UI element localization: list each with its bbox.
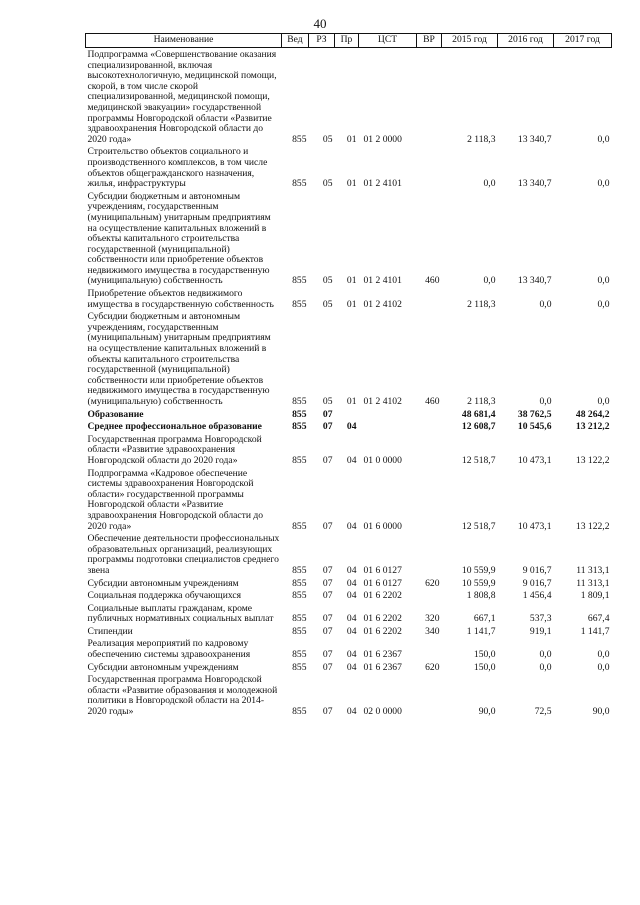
- cell-2017: 13 122,2: [575, 454, 610, 466]
- cell-cst: 01 6 2202: [363, 625, 402, 637]
- cell-cst: 01 2 4102: [363, 298, 402, 310]
- cell-pr: 01: [346, 178, 357, 190]
- cell-2015: 2 118,3: [467, 396, 496, 407]
- cell-2016: 537,3: [529, 613, 552, 625]
- cell-cst: 01 6 2202: [363, 613, 402, 625]
- table-row: [86, 673, 612, 717]
- cell-cst: 01 6 0000: [363, 520, 402, 532]
- cell-cst: 01 2 0000: [363, 133, 402, 145]
- table-body: [86, 48, 612, 718]
- cell-ved: 855: [292, 454, 307, 466]
- cell-pr: 01: [346, 298, 357, 310]
- cell-cst: 01 6 2202: [363, 590, 402, 602]
- table-row: [86, 48, 612, 146]
- cell-vr: 460: [425, 396, 440, 407]
- cell-2016: 0,0: [539, 661, 552, 673]
- cell-2015: 12 608,7: [461, 421, 496, 433]
- cell-name: Субсидии автономным учреждениям: [87, 661, 239, 673]
- col-header-vr: ВР: [417, 34, 442, 48]
- cell-2017: 0,0: [597, 133, 610, 145]
- cell-name: Подпрограмма «Совершенствование оказания специализированной, включая высокотехнологичную, медицинской помощи, скорой, в том числе скорой специализированной, медицинской помощи, медицинской эвакуации» государственной программы Новгородской области «Развитие здравоохранения Новгородской области до 2020 года»: [87, 49, 277, 145]
- cell-2015: 12 518,7: [461, 454, 496, 466]
- cell-ved: 855: [292, 275, 307, 287]
- cell-vr: [417, 433, 442, 467]
- cell-cst: 01 2 4101: [363, 178, 402, 190]
- table-row: [86, 661, 612, 674]
- cell-2017: 11 313,1: [576, 577, 610, 589]
- cell-2017: 0,0: [597, 649, 610, 661]
- col-header-name: Наименование: [86, 34, 282, 48]
- cell-ved: 855: [292, 396, 307, 407]
- cell-2015: 48 681,4: [461, 408, 496, 420]
- cell-vr: [417, 637, 442, 660]
- cell-2015: 12 518,7: [461, 520, 496, 532]
- table-row: [86, 625, 612, 638]
- cell-rz: 07: [322, 577, 333, 589]
- cell-cst: 01 6 0127: [363, 564, 402, 576]
- cell-cst: 01 2 4102: [363, 396, 402, 407]
- cell-2017: 0,0: [597, 275, 610, 287]
- cell-vr: [417, 589, 442, 602]
- cell-vr: 620: [425, 661, 440, 673]
- cell-2017: 13 122,2: [575, 520, 610, 532]
- cell-2016: 10 545,6: [517, 421, 552, 433]
- cell-2016: 38 762,5: [517, 408, 552, 420]
- cell-name: Социальные выплаты гражданам, кроме публичных нормативных социальных выплат: [87, 602, 274, 625]
- cell-rz: 07: [322, 454, 333, 466]
- table-row: [86, 287, 612, 310]
- table-row: [86, 408, 612, 421]
- table-row: [86, 190, 612, 287]
- cell-2015: 10 559,9: [461, 577, 496, 589]
- cell-cst: 01 6 2367: [363, 661, 402, 673]
- cell-cst: 01 0 0000: [363, 454, 402, 466]
- cell-vr: [417, 673, 442, 717]
- cell-pr: 04: [346, 421, 357, 433]
- cell-ved: 855: [292, 564, 307, 576]
- page-number: 40: [313, 16, 327, 31]
- cell-2017: 0,0: [597, 178, 610, 190]
- cell-vr: [417, 408, 442, 421]
- cell-ved: 855: [292, 133, 307, 145]
- cell-2017: 48 264,2: [575, 408, 610, 420]
- cell-name: Образование: [87, 408, 144, 420]
- cell-cst: [359, 420, 417, 433]
- cell-2016: 9 016,7: [522, 564, 552, 576]
- cell-2017: 667,4: [587, 613, 610, 625]
- table-header-row: [86, 34, 612, 48]
- cell-cst: 02 0 0000: [363, 706, 402, 718]
- cell-ved: 855: [292, 178, 307, 190]
- col-header-ved: Вед: [282, 34, 309, 48]
- cell-ved: 855: [292, 613, 307, 625]
- cell-2016: 13 340,7: [517, 275, 552, 287]
- table-row: [86, 602, 612, 625]
- table-row: [86, 310, 612, 407]
- cell-pr: 04: [346, 613, 357, 625]
- cell-vr: [417, 532, 442, 576]
- cell-pr: 04: [346, 590, 357, 602]
- cell-2015: 150,0: [473, 649, 496, 661]
- cell-2015: 0,0: [483, 178, 496, 190]
- cell-ved: 855: [292, 520, 307, 532]
- cell-rz: 07: [322, 421, 333, 433]
- cell-2017: 11 313,1: [576, 564, 610, 576]
- cell-rz: 07: [322, 590, 333, 602]
- cell-pr: 01: [346, 133, 357, 145]
- table-row: [86, 637, 612, 660]
- cell-rz: 07: [322, 408, 333, 420]
- cell-name: Приобретение объектов недвижимого имущества в государственную собственность: [87, 288, 274, 310]
- cell-cst: 01 2 4101: [363, 275, 402, 287]
- cell-2016: 0,0: [539, 649, 552, 661]
- cell-name: Стипендии: [87, 625, 133, 637]
- col-header-rz: РЗ: [309, 34, 335, 48]
- cell-2017: 0,0: [597, 661, 610, 673]
- cell-vr: [417, 467, 442, 533]
- cell-2017: 1 809,1: [580, 590, 610, 602]
- cell-rz: 05: [322, 178, 333, 190]
- cell-pr: 04: [346, 564, 357, 576]
- cell-vr: 620: [425, 577, 440, 589]
- cell-rz: 05: [322, 396, 333, 407]
- cell-pr: [335, 408, 359, 421]
- cell-ved: 855: [292, 408, 307, 420]
- cell-name: Субсидии бюджетным и автономным учреждениям, государственным (муниципальным) унитарным предприятиям на осуществление капитальных вложений в объекты капитального строительства государственной (муниципальной) собственности или приобретение объектов недвижимого имущества в государственную (муниципальную) собственность: [87, 190, 271, 287]
- cell-2015: 2 118,3: [467, 298, 496, 310]
- cell-2016: 10 473,1: [517, 454, 552, 466]
- cell-2015: 10 559,9: [461, 564, 496, 576]
- table-row: [86, 145, 612, 189]
- cell-rz: 05: [322, 275, 333, 287]
- cell-rz: 07: [322, 706, 333, 718]
- cell-ved: 855: [292, 661, 307, 673]
- cell-2017: 0,0: [597, 298, 610, 310]
- cell-rz: 05: [322, 133, 333, 145]
- cell-vr: [417, 48, 442, 146]
- cell-name: Субсидии бюджетным и автономным учреждениям, государственным (муниципальным) унитарным предприятиям на осуществление капитальных вложений в объекты капитального строительства государственной (муниципальной) собственности или приобретение объектов недвижимого имущества в государственную (муниципальную) собственность: [87, 311, 271, 407]
- table-row: [86, 467, 612, 533]
- cell-2015: 0,0: [483, 275, 496, 287]
- cell-name: Среднее профессиональное образование: [87, 421, 262, 433]
- table-row: [86, 532, 612, 576]
- budget-table: [85, 33, 612, 718]
- cell-cst: 01 6 0127: [363, 577, 402, 589]
- cell-2017: 1 141,7: [580, 625, 610, 637]
- cell-vr: [417, 287, 442, 310]
- cell-rz: 05: [322, 298, 333, 310]
- cell-2016: 919,1: [529, 625, 552, 637]
- cell-ved: 855: [292, 590, 307, 602]
- cell-name: Государственная программа Новгородской области «Развитие здравоохранения Новгородской области до 2020 года»: [87, 433, 262, 466]
- col-header-pr: Пр: [335, 34, 359, 48]
- cell-cst: [359, 408, 417, 421]
- cell-pr: 04: [346, 577, 357, 589]
- cell-2015: 90,0: [478, 706, 496, 718]
- cell-rz: 07: [322, 649, 333, 661]
- cell-vr: [417, 145, 442, 189]
- cell-pr: 04: [346, 520, 357, 532]
- col-header-2015: 2015 год: [442, 34, 498, 48]
- cell-pr: 04: [346, 706, 357, 718]
- cell-rz: 07: [322, 520, 333, 532]
- table-row: [86, 589, 612, 602]
- cell-2015: 667,1: [473, 613, 496, 625]
- cell-pr: 04: [346, 661, 357, 673]
- cell-2015: 2 118,3: [467, 133, 496, 145]
- table-row: [86, 420, 612, 433]
- cell-ved: 855: [292, 625, 307, 637]
- cell-2015: 1 141,7: [466, 625, 496, 637]
- cell-vr: 320: [425, 613, 440, 625]
- cell-2016: 9 016,7: [522, 577, 552, 589]
- cell-rz: 07: [322, 625, 333, 637]
- cell-2016: 0,0: [539, 298, 552, 310]
- cell-2017: 0,0: [597, 396, 610, 407]
- cell-ved: 855: [292, 706, 307, 718]
- cell-pr: 01: [346, 275, 357, 287]
- cell-2016: 10 473,1: [517, 520, 552, 532]
- cell-2015: 1 808,8: [466, 590, 496, 602]
- cell-2016: 72,5: [534, 706, 552, 718]
- cell-rz: 07: [322, 661, 333, 673]
- cell-cst: 01 6 2367: [363, 649, 402, 661]
- cell-pr: 04: [346, 625, 357, 637]
- cell-rz: 07: [322, 564, 333, 576]
- cell-2016: 1 456,4: [522, 590, 552, 602]
- cell-ved: 855: [292, 298, 307, 310]
- cell-pr: 04: [346, 454, 357, 466]
- col-header-2016: 2016 год: [498, 34, 554, 48]
- cell-vr: 340: [425, 625, 440, 637]
- cell-vr: [417, 420, 442, 433]
- cell-name: Реализация мероприятий по кадровому обеспечению системы здравоохранения: [87, 638, 251, 661]
- cell-name: Субсидии автономным учреждениям: [87, 577, 239, 589]
- cell-rz: 07: [322, 613, 333, 625]
- cell-vr: 460: [425, 275, 440, 287]
- cell-name: Подпрограмма «Кадровое обеспечение системы здравоохранения Новгородской области» государственной программы Новгородской области «Развитие здравоохранения Новгородской области до 2020 года»: [87, 467, 264, 532]
- cell-name: Обеспечение деятельности профессиональных образовательных организаций, реализующих программы подготовки специалистов среднего звена: [87, 533, 280, 576]
- cell-2016: 0,0: [539, 396, 552, 407]
- cell-2016: 13 340,7: [517, 133, 552, 145]
- col-header-2017: 2017 год: [554, 34, 612, 48]
- cell-ved: 855: [292, 577, 307, 589]
- cell-2016: 13 340,7: [517, 178, 552, 190]
- cell-pr: 04: [346, 649, 357, 661]
- cell-2015: 150,0: [473, 661, 496, 673]
- col-header-cst: ЦСТ: [359, 34, 417, 48]
- cell-pr: 01: [346, 396, 357, 407]
- cell-ved: 855: [292, 421, 307, 433]
- cell-2017: 90,0: [592, 706, 610, 718]
- cell-2017: 13 212,2: [575, 421, 610, 433]
- cell-name: Строительство объектов социального и производственного комплексов, в том числе объектов общегражданского назначения, жилья, инфраструктуры: [87, 146, 268, 190]
- cell-name: Социальная поддержка обучающихся: [87, 590, 242, 602]
- table-row: [86, 433, 612, 467]
- cell-ved: 855: [292, 649, 307, 661]
- table-row: [86, 577, 612, 590]
- cell-name: Государственная программа Новгородской области «Развитие образования и молодежной политики в Новгородской области на 2014-2020 годы»: [87, 674, 278, 718]
